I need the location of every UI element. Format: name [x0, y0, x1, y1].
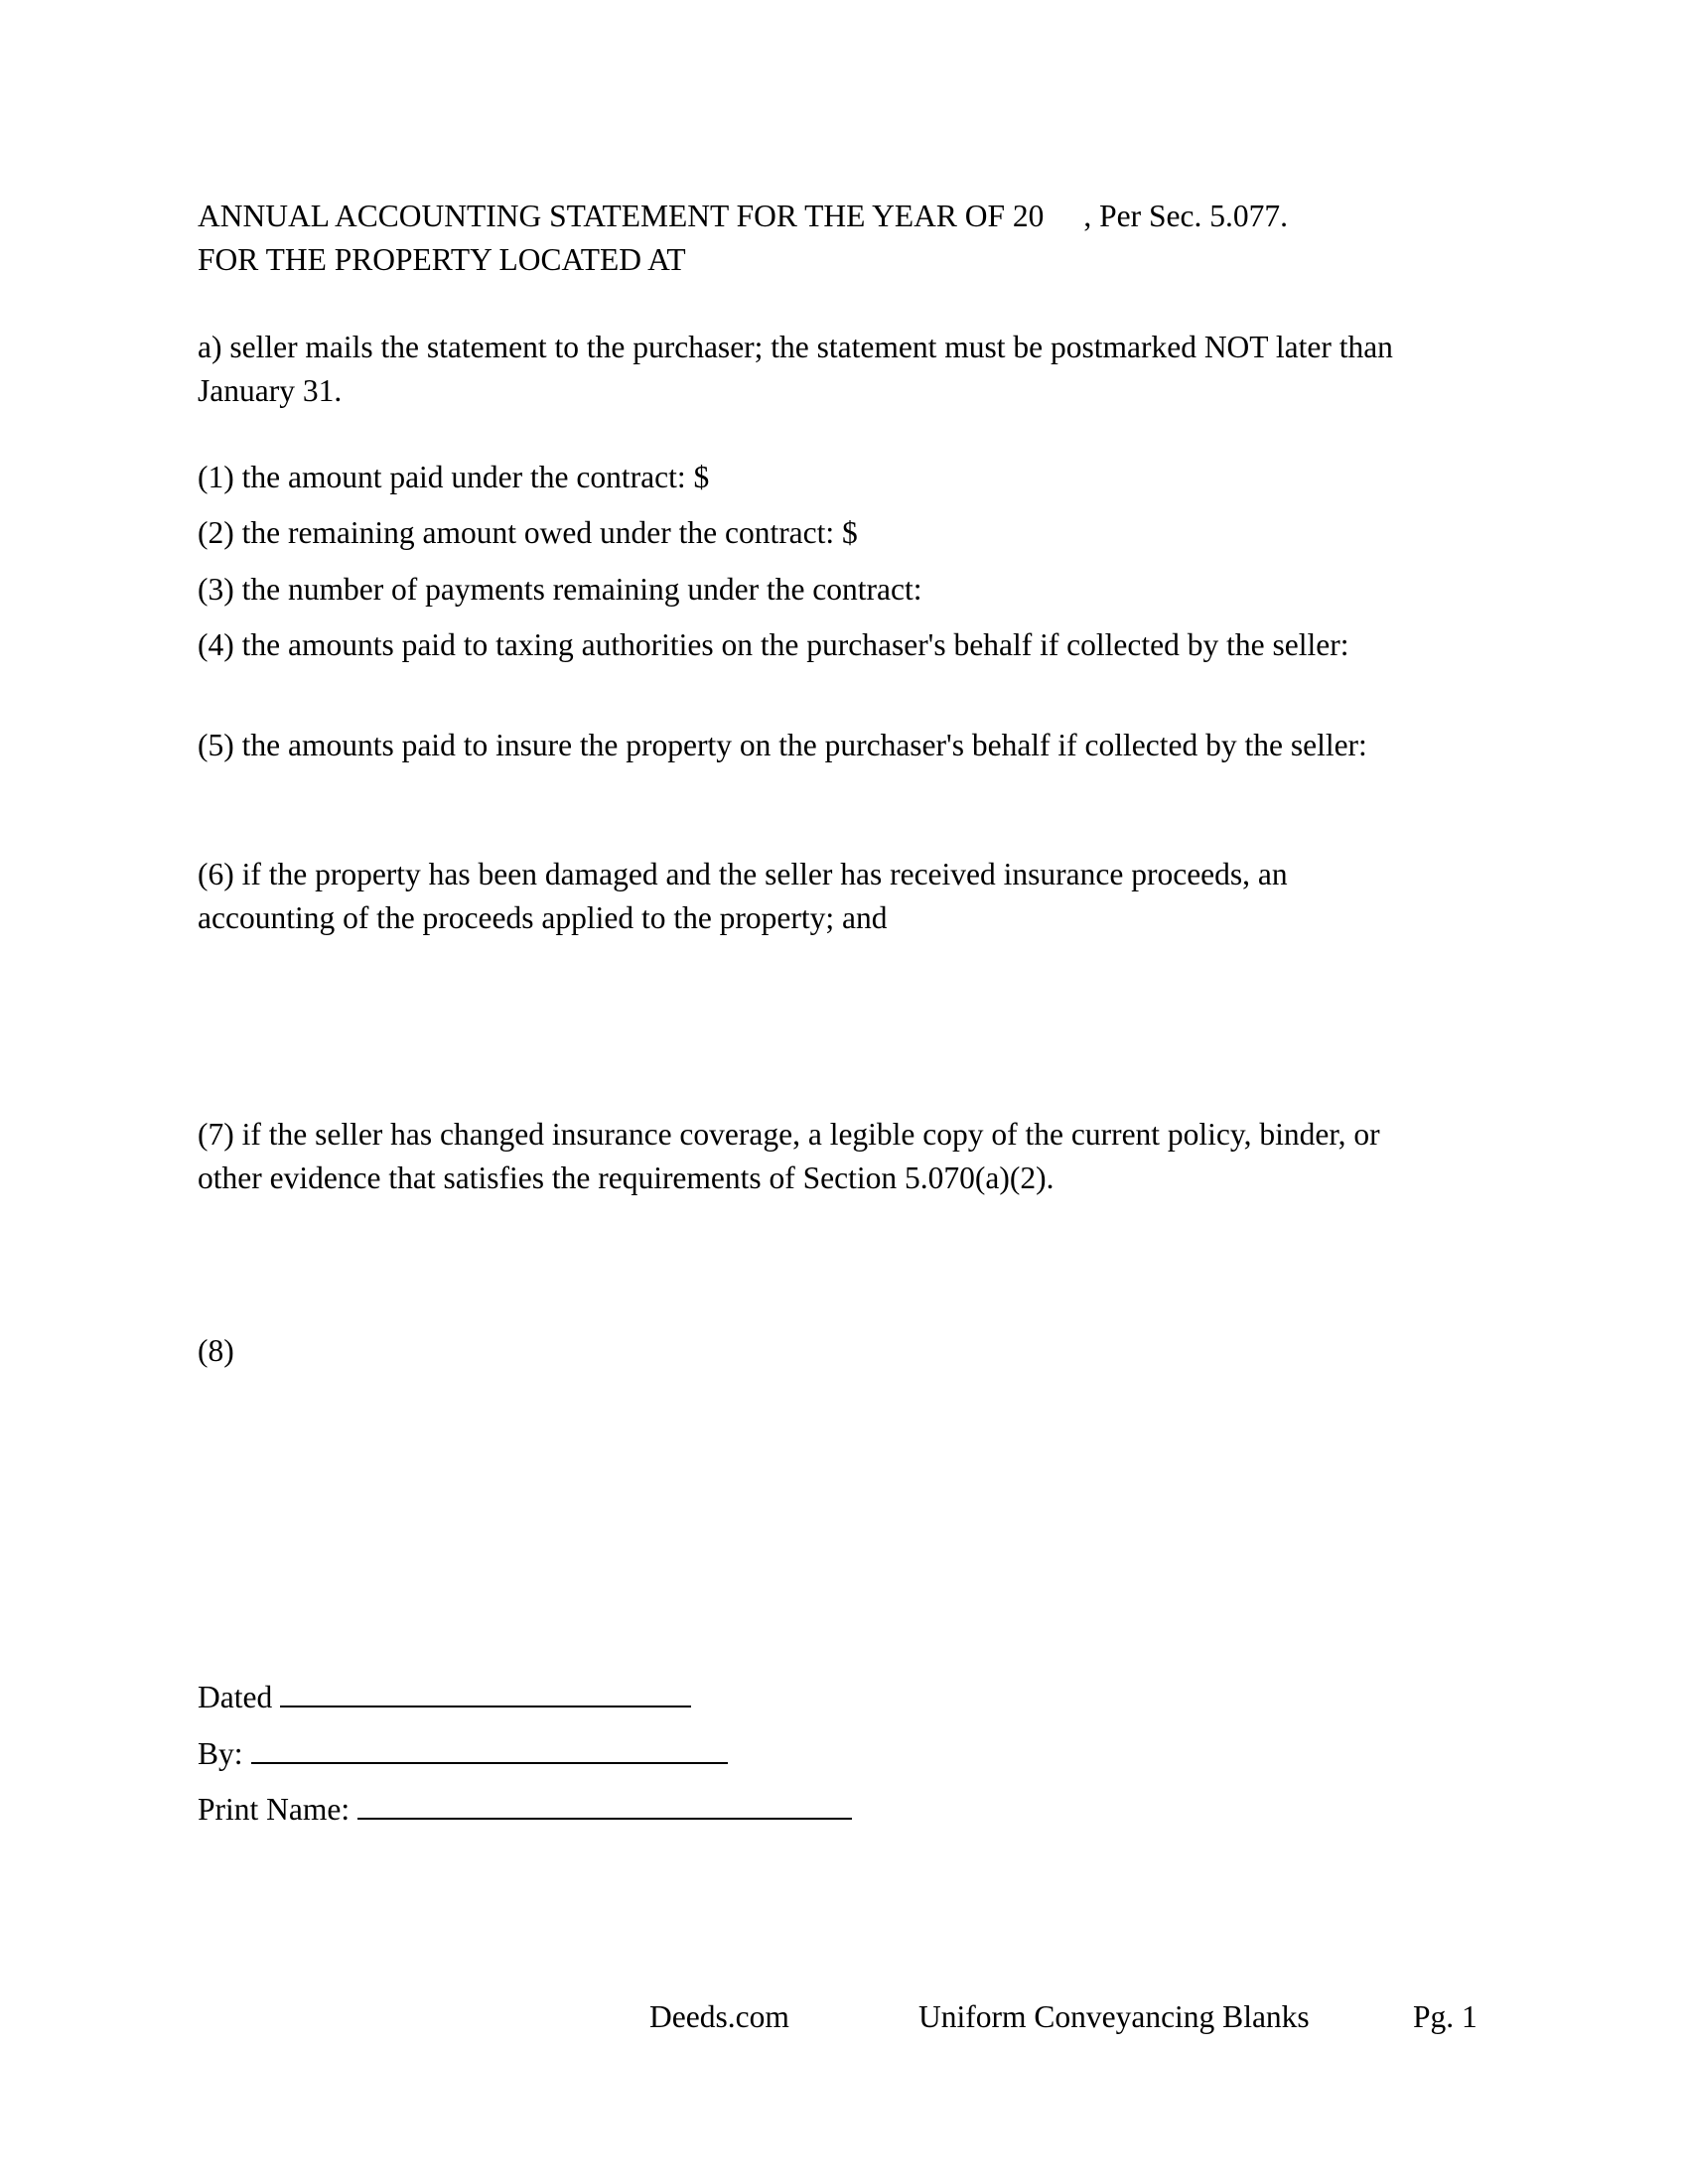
item-7-line1: (7) if the seller has changed insurance coverage, a legible copy of the current policy, binder, or — [198, 1117, 1380, 1152]
intro-line1: a) seller mails the statement to the purchaser; the statement must be postmarked NOT later than — [198, 330, 1393, 364]
item-4: (4) the amounts paid to taxing authorities on the purchaser's behalf if collected by the seller: — [198, 627, 1349, 662]
item-2: (2) the remaining amount owed under the contract: $ — [198, 515, 858, 550]
intro-line2: January 31. — [198, 373, 343, 408]
item-6-line2: accounting of the proceeds applied to the property; and — [198, 900, 888, 935]
item-1: (1) the amount paid under the contract: $ — [198, 460, 710, 494]
item-5: (5) the amounts paid to insure the property on the purchaser's behalf if collected by the seller: — [198, 728, 1367, 762]
statement-title-part-a: ANNUAL ACCOUNTING STATEMENT FOR THE YEAR OF 20 — [198, 199, 1045, 233]
dated-blank-line[interactable] — [280, 1682, 691, 1707]
print-name-blank-line[interactable] — [357, 1794, 852, 1820]
footer-page-number: Pg. 1 — [1413, 1999, 1477, 2034]
item-8: (8) — [198, 1333, 234, 1368]
print-name-label: Print Name: — [198, 1792, 351, 1827]
dated-label: Dated — [198, 1680, 273, 1714]
footer-title: Uniform Conveyancing Blanks — [918, 1999, 1310, 2034]
footer-site: Deeds.com — [649, 1999, 789, 2034]
item-6-line1: (6) if the property has been damaged and the seller has received insurance proceeds, an — [198, 857, 1288, 891]
by-label: By: — [198, 1736, 243, 1771]
item-3: (3) the number of payments remaining under the contract: — [198, 572, 922, 607]
statement-title-part-b: , Per Sec. 5.077. — [1083, 199, 1288, 233]
item-7-line2: other evidence that satisfies the requirements of Section 5.070(a)(2). — [198, 1160, 1055, 1195]
by-row — [198, 1732, 728, 1776]
statement-title-line1 — [198, 195, 1288, 238]
dated-row — [198, 1676, 691, 1719]
statement-title-line2: FOR THE PROPERTY LOCATED AT — [198, 242, 686, 277]
print-name-row — [198, 1788, 852, 1832]
by-signature-line[interactable] — [251, 1738, 728, 1764]
